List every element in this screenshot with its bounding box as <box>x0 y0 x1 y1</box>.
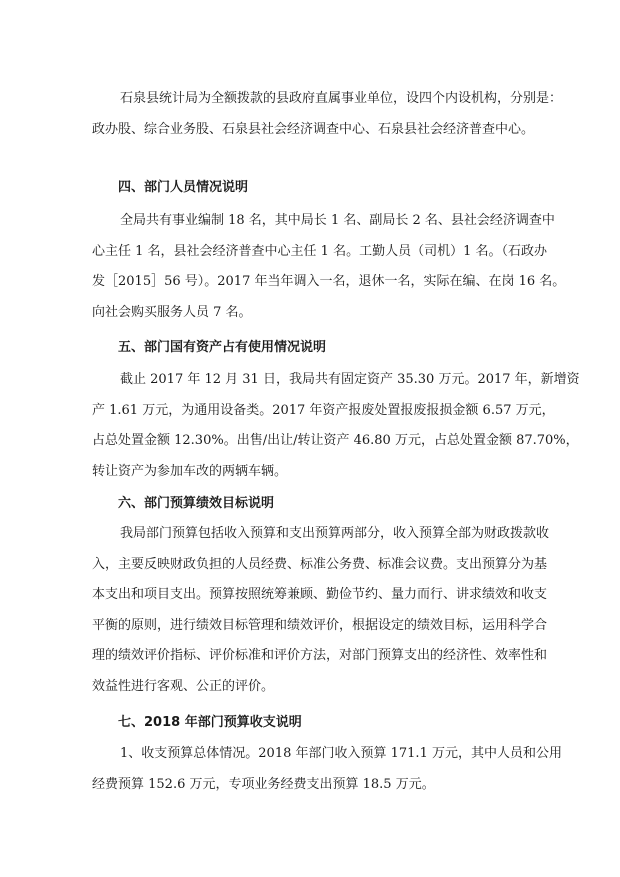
text-line: 心主任 1 名，县社会经济普查中心主任 1 名。工勤人员（司机）1 名。（石政办 <box>92 243 547 259</box>
section-heading-performance: 六、部门预算绩效目标说明 <box>118 496 275 511</box>
text-line: 本支出和项目支出。预算按照统筹兼顾、勤俭节约、量力而行、讲求绩效和收支 <box>92 587 548 602</box>
intro-paragraph <box>92 84 562 145</box>
text-line: 1、收支预算总体情况。2018 年部门收入预算 171.1 万元，其中人员和公用 <box>120 746 562 761</box>
text-line: 经费预算 152.6 万元，专项业务经费支出预算 18.5 万元。 <box>92 776 435 792</box>
text-line: 效益性进行客观、公正的评价。 <box>92 678 275 694</box>
section-heading-assets: 五、部门国有资产占有使用情况说明 <box>118 340 327 355</box>
section-heading-staff: 四、部门人员情况说明 <box>118 180 249 195</box>
section-heading-budget: 七、2018 年部门预算收支说明 <box>118 715 302 730</box>
text-line: 发［2015］56 号）。2017 年当年调入一名，退休一名，实际在编、在岗 16 名。 <box>92 274 566 289</box>
text-line: 占总处置金额 12.30%。出售/出让/转让资产 46.80 万元，占总处置金额 87.70%， <box>92 433 579 448</box>
text-line: 石泉县统计局为全额拨款的县政府直属事业单位，设四个内设机构，分别是： <box>120 91 563 106</box>
text-line: 理的绩效评价指标、评价标准和评价方法，对部门预算支出的经济性、效率性和 <box>92 648 548 663</box>
section-paragraph-budget <box>92 739 562 800</box>
text-line: 平衡的原则，进行绩效目标管理和绩效评价，根据设定的绩效目标，运用科学合 <box>92 617 548 633</box>
text-line: 向社会购买服务人员 7 名。 <box>92 304 252 320</box>
text-line: 产 1.61 万元，为通用设备类。2017 年资产报废处置报废报损金额 6.57 万元， <box>92 402 555 418</box>
section-paragraph-staff <box>92 206 566 328</box>
text-line: 我局部门预算包括收入预算和支出预算两部分，收入预算全部为财政拨款收 <box>120 526 550 541</box>
text-line: 转让资产为参加车改的两辆车辆。 <box>92 463 288 479</box>
text-line: 截止 2017 年 12 月 31 日，我局共有固定资产 35.30 万元。2017 年，新增资 <box>120 372 580 387</box>
text-line: 全局共有事业编制 18 名，其中局长 1 名、副局长 2 名、县社会经济调查中 <box>120 213 555 228</box>
section-paragraph-assets <box>92 365 580 487</box>
text-line: 政办股、综合业务股、石泉县社会经济调查中心、石泉县社会经济普查中心。 <box>92 121 535 137</box>
section-paragraph-performance <box>92 519 562 702</box>
text-line: 入，主要反映财政负担的人员经费、标准公务费、标准会议费。支出预算分为基 <box>92 556 548 572</box>
